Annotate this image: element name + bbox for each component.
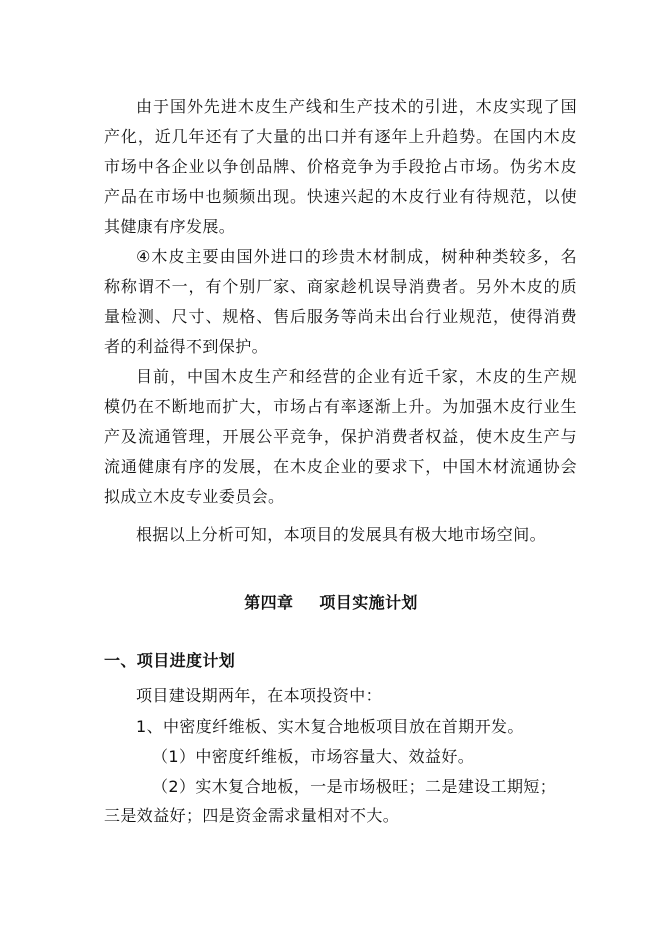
paragraph-imported-timber: ④木皮主要由国外进口的珍贵木材制成，树种种类较多，名称称谓不一，有个别厂家、商家趁机误导消费者。另外木皮的质量检测、尺寸、规格、售后服务等尚未出台行业规范，使得消费者的利益得不到保护。 [104,247,577,356]
chapter-heading [0,590,662,613]
plan-subitem-1: （1）中密度纤维板，市场容量大、效益好。 [152,747,475,766]
chapter-title: 项目实施计划 [319,593,418,612]
section-heading: 一、项目进度计划 [104,651,236,670]
plan-intro-line: 项目建设期两年，在本项投资中： [136,686,383,705]
chapter-number: 第四章 [244,593,294,612]
plan-subitem-2-line-2: 三是效益好；四是资金需求量相对不大。 [104,806,400,825]
plan-item-1: 1、中密度纤维板、实木复合地板项目放在首期开发。 [136,717,524,736]
plan-subitem-2-line-1: （2）实木复合地板，一是市场极旺；二是建设工期短； [152,777,557,796]
paragraph-industry-status: 目前，中国木皮生产和经营的企业有近千家，木皮的生产规模仍在不断地而扩大，市场占有率逐渐上升。为加强木皮行业生产及流通管理，开展公平竞争，保护消费者权益，使木皮生产与流通健康有序的发展，在木皮企业的要求下，中国木材流通协会拟成立木皮专业委员会。 [104,367,577,506]
paragraph-conclusion: 根据以上分析可知，本项目的发展具有极大地市场空间。 [136,525,547,544]
paragraph-domestic-production: 由于国外先进木皮生产线和生产技术的引进，木皮实现了国产化，近几年还有了大量的出口并有逐年上升趋势。在国内木皮市场中各企业以争创品牌、价格竞争为手段抢占市场。伪劣木皮产品在市场中也频频出现。快速兴起的木皮行业有待规范，以使其健康有序发展。 [104,97,577,236]
